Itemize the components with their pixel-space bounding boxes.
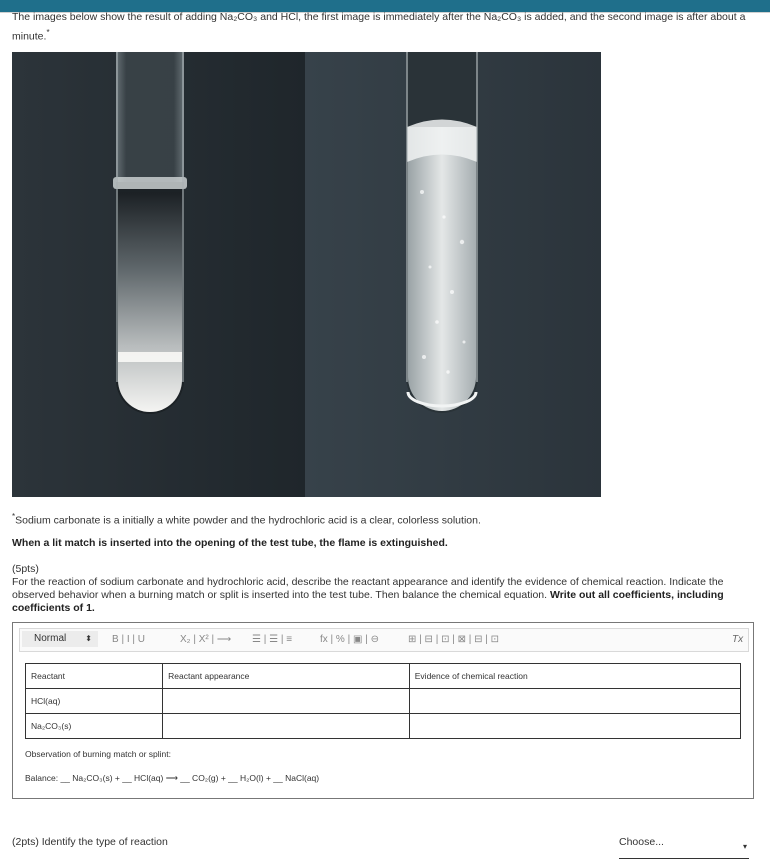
test-tube-photo-svg [12,52,601,497]
table-header-cell: Reactant [26,664,163,689]
insert-buttons[interactable]: fx | % | ▣ | ⊖ [320,634,379,645]
test-tube-photo [12,52,601,497]
table-tool-buttons[interactable]: ⊞ | ⊟ | ⊡ | ⊠ | ⊟ | ⊡ [408,634,500,645]
caption-required-mark: * [12,512,16,521]
required-mark: * [46,28,50,37]
reactant-cell: Na₂CO₃(s) [26,714,163,739]
match-statement: When a lit match is inserted into the opening of the test tube, the flame is extinguished. [12,537,448,549]
chevron-down-icon: ▾ [742,842,747,851]
reaction-type-select[interactable] [619,836,749,859]
editor-toolbar [19,628,749,652]
question-prompt: For the reaction of sodium carbonate and hydrochloric acid, describe the reactant appearance and identify the evidence of chemical reaction. Indicate the observed behavior when a burning match or split is inserted into the test tube. Then balance the chemical equation. Write out all coefficients, including coefficients of 1. [12,576,724,614]
question-points: (5pts) [12,563,39,575]
rich-text-answer-editor[interactable] [12,622,754,799]
table-header-cell: Evidence of chemical reaction [409,664,740,689]
appearance-cell[interactable] [163,714,410,739]
table-header-cell: Reactant appearance [163,664,410,689]
select-arrow-icon: ⬍ [85,634,92,643]
table-row [26,689,741,714]
reactant-cell: HCl(aq) [26,689,163,714]
text-style-buttons[interactable]: B | I | U [112,634,145,645]
list-buttons[interactable]: ☰ | ☰ | ≡ [252,634,293,645]
table-row [26,714,741,739]
table-header-row [26,664,741,689]
answer-table [25,663,741,739]
appearance-cell[interactable] [163,689,410,714]
reaction-type-label: (2pts) Identify the type of reaction [12,836,168,848]
clear-format-icon[interactable]: Tx [732,634,744,645]
intro-text: The images below show the result of adding Na₂CO₃ and HCl, the first image is immediately after the Na₂CO₃ is added, and the second image is after about a minute.* [12,11,746,43]
script-arrow-buttons[interactable]: X₂ | X² | ⟶ [180,634,232,645]
question-prompt-bold: Write out all coefficients, including coefficients of 1. [12,589,724,614]
paragraph-format-select[interactable]: Normal ⬍ [22,631,98,647]
balance-equation[interactable]: Balance: __ Na₂CO₃(s) + __ HCl(aq) ⟶ __ CO₂(g) + __ H₂O(l) + __ NaCl(aq) [25,773,320,783]
observation-label[interactable]: Observation of burning match or splint: [25,749,171,759]
evidence-cell[interactable] [409,689,740,714]
photo-caption: *Sodium carbonate is a initially a white powder and the hydrochloric acid is a clear, colorless solution. [12,512,481,527]
reaction-type-select-value: Choose... [619,836,664,848]
evidence-cell[interactable] [409,714,740,739]
